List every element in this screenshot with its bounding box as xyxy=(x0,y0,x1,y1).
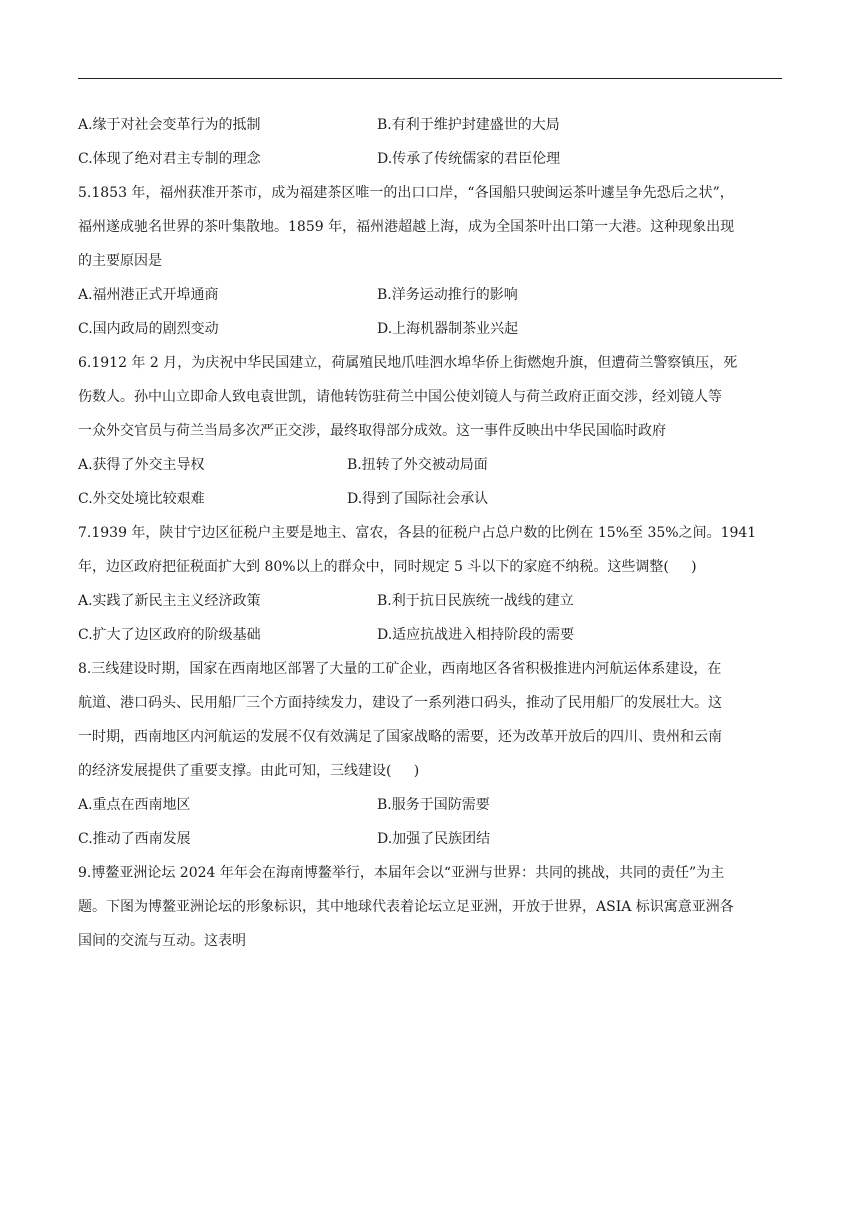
option-d[interactable]: D.适应抗战进入相持阶段的需要 xyxy=(377,627,575,643)
question-4-options xyxy=(78,108,784,176)
question-stem-line: 8.三线建设时期，国家在西南地区部署了大量的工矿企业，西南地区各省积极推进内河航运体系建设，在 xyxy=(78,661,722,677)
option-row xyxy=(78,108,784,142)
option-b[interactable]: B.有利于维护封建盛世的大局 xyxy=(377,117,560,133)
question-5 xyxy=(78,176,784,346)
question-stem-line: 9.博鳌亚洲论坛 2024 年年会在海南博鳌举行，本届年会以“亚洲与世界：共同的挑战，共同的责任”为主 xyxy=(78,865,725,881)
question-6 xyxy=(78,346,784,516)
option-c[interactable]: C.体现了绝对君主专制的理念 xyxy=(78,151,261,167)
question-stem-line: 7.1939 年，陕甘宁边区征税户主要是地主、富农，各县的征税户占总户数的比例在 15%至 35%之间。1941 xyxy=(78,525,757,541)
option-d[interactable]: D.加强了民族团结 xyxy=(377,831,491,847)
question-stem-line: 伤数人。孙中山立即命人致电袁世凯，请他转饬驻荷兰中国公使刘镜人与荷兰政府正面交涉，经刘镜人等 xyxy=(78,389,722,405)
option-row xyxy=(78,822,784,856)
option-a[interactable]: A.重点在西南地区 xyxy=(78,797,191,813)
option-a[interactable]: A.获得了外交主导权 xyxy=(78,457,205,473)
option-row xyxy=(78,584,784,618)
question-stem-line: 一众外交官员与荷兰当局多次严正交涉，最终取得部分成效。这一事件反映出中华民国临时政府 xyxy=(78,423,666,439)
question-7 xyxy=(78,516,784,652)
question-stem-line: 5.1853 年，福州获准开茶市，成为福建茶区唯一的出口口岸，“各国船只驶闽运茶叶遽呈争先恐后之状”， xyxy=(78,185,734,201)
option-row xyxy=(78,448,784,482)
option-b[interactable]: B.服务于国防需要 xyxy=(377,797,490,813)
option-a[interactable]: A.福州港正式开埠通商 xyxy=(78,287,219,303)
question-stem-line: 的经济发展提供了重要支撑。由此可知，三线建设( ) xyxy=(78,763,420,779)
option-a[interactable]: A.缘于对社会变革行为的抵制 xyxy=(78,117,261,133)
option-c[interactable]: C.推动了西南发展 xyxy=(78,831,191,847)
option-b[interactable]: B.利于抗日民族统一战线的建立 xyxy=(377,593,574,609)
question-stem-line: 6.1912 年 2 月，为庆祝中华民国建立，荷属殖民地爪哇泗水埠华侨上街燃炮升旗，但遭荷兰警察镇压，死 xyxy=(78,355,738,371)
option-row xyxy=(78,278,784,312)
option-c[interactable]: C.外交处境比较艰难 xyxy=(78,491,205,507)
header-divider xyxy=(78,78,782,79)
question-stem-line: 的主要原因是 xyxy=(78,253,162,269)
question-stem-line: 年，边区政府把征税面扩大到 80%以上的群众中，同时规定 5 斗以下的家庭不纳税。这些调整( ) xyxy=(78,559,697,575)
option-d[interactable]: D.得到了国际社会承认 xyxy=(347,491,489,507)
question-sheet xyxy=(78,108,784,958)
option-row xyxy=(78,142,784,176)
option-row xyxy=(78,618,784,652)
question-stem-line: 航道、港口码头、民用船厂三个方面持续发力，建设了一系列港口码头，推动了民用船厂的发展壮大。这 xyxy=(78,695,722,711)
question-stem-line: 一时期，西南地区内河航运的发展不仅有效满足了国家战略的需要，还为改革开放后的四川、贵州和云南 xyxy=(78,729,722,745)
option-row xyxy=(78,788,784,822)
question-stem-line: 题。下图为博鳌亚洲论坛的形象标识，其中地球代表着论坛立足亚洲，开放于世界，ASIA 标识寓意亚洲各 xyxy=(78,899,734,915)
option-row xyxy=(78,482,784,516)
option-row xyxy=(78,312,784,346)
question-stem-line: 福州遂成驰名世界的茶叶集散地。1859 年，福州港超越上海，成为全国茶叶出口第一大港。这种现象出现 xyxy=(78,219,735,235)
option-b[interactable]: B.洋务运动推行的影响 xyxy=(377,287,518,303)
question-8 xyxy=(78,652,784,856)
option-d[interactable]: D.传承了传统儒家的君臣伦理 xyxy=(377,151,561,167)
question-stem-line: 国间的交流与互动。这表明 xyxy=(78,933,246,949)
option-c[interactable]: C.国内政局的剧烈变动 xyxy=(78,321,219,337)
option-c[interactable]: C.扩大了边区政府的阶级基础 xyxy=(78,627,261,643)
option-b[interactable]: B.扭转了外交被动局面 xyxy=(347,457,488,473)
option-a[interactable]: A.实践了新民主主义经济政策 xyxy=(78,593,261,609)
option-d[interactable]: D.上海机器制茶业兴起 xyxy=(377,321,519,337)
question-9 xyxy=(78,856,784,958)
